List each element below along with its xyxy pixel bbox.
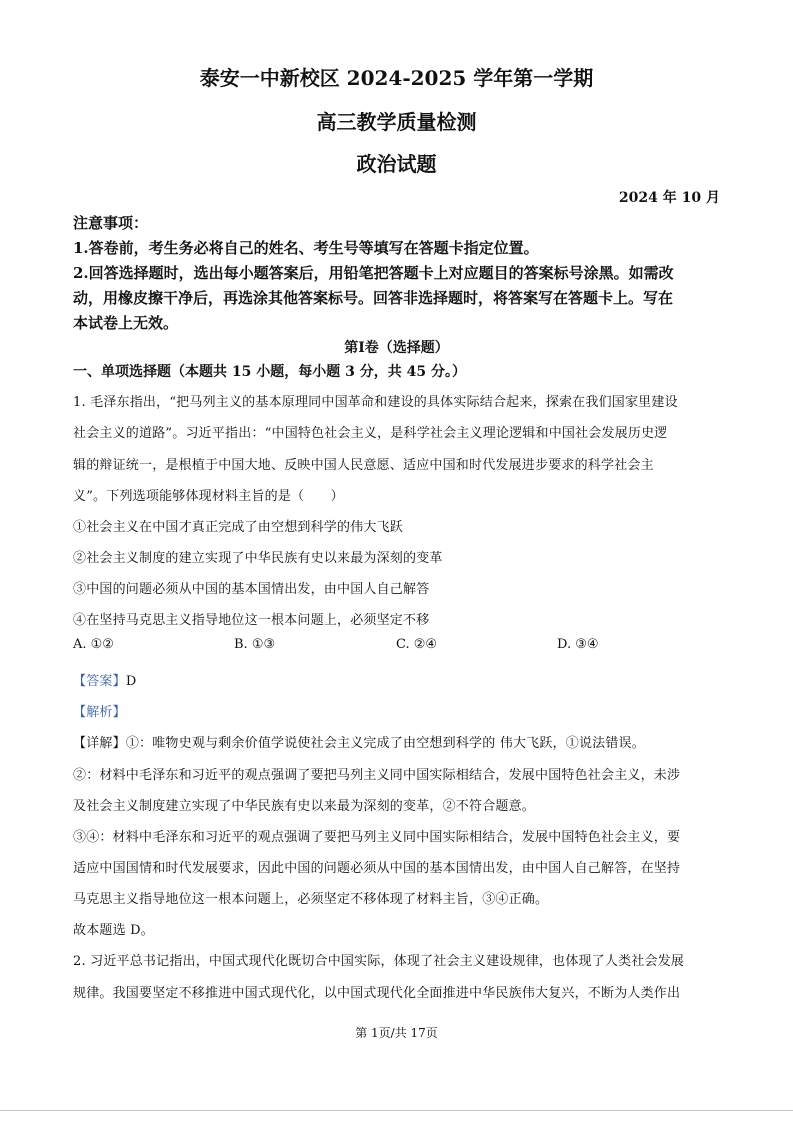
statement-1: ①社会主义在中国才真正完成了由空想到科学的伟大飞跃	[73, 520, 404, 535]
option-c: C. ②④	[396, 637, 438, 652]
statement-4: ④在坚持马克思主义指导地位这一根本问题上，必须坚定不移	[73, 613, 430, 628]
question-text-line: 2. 习近平总书记指出，中国式现代化既切合中国实际，体现了社会主义建设规律，也体现了人类社会发展	[73, 954, 685, 969]
detail-line: 故本题选 D。	[73, 923, 154, 938]
page-number: 第 1页/共 17页	[355, 1026, 438, 1040]
statement-2: ②社会主义制度的建立实现了中华民族有史以来最为深刻的变革	[73, 551, 443, 566]
detail-line: 适应中国国情和时代发展要求，因此中国的问题必须从中国的基本国情出发，由中国人自己解答，在坚持	[73, 861, 681, 876]
notice-line: 动，用橡皮擦干净后，再选涂其他答案标号。回答非选择题时，将答案写在答题卡上。写在	[73, 289, 674, 307]
detail-line: 马克思主义指导地位这一根本问题上，必须坚定不移体现了材料主旨，③④正确。	[73, 892, 549, 907]
answer-row	[73, 670, 136, 689]
question-text-line: 规律。我国要坚定不移推进中国式现代化，以中国式现代化全面推进中华民族伟大复兴，不断为人类作出	[73, 986, 681, 1001]
page-bottom-divider	[0, 1110, 793, 1111]
exam-subject: 政治试题	[356, 152, 437, 176]
question-text-line: 1. 毛泽东指出，“把马列主义的基本原理同中国革命和建设的具体实际结合起来，探索在我们国家里建设	[73, 395, 678, 410]
option-a: A. ①②	[73, 637, 114, 652]
answer-value: D	[125, 674, 137, 689]
detail-line: ③④：材料中毛泽东和习近平的观点强调了要把马列主义同中国实际相结合，发展中国特色社会主义，要	[73, 830, 681, 845]
notice-line: 2.回答选择题时，选出每小题答案后，用铅笔把答题卡上对应题目的答案标号涂黑。如需改	[73, 264, 674, 282]
answer-label: 【答案】	[73, 674, 126, 689]
notice-heading: 注意事项：	[73, 214, 149, 232]
detail-line: ①：唯物史观与剩余价值学说使社会主义完成了由空想到科学的 伟大飞跃，①说法错误。	[125, 736, 645, 751]
section-heading: 一、单项选择题（本题共 15 小题，每小题 3 分，共 45 分。）	[73, 364, 466, 380]
statement-3: ③中国的问题必须从中国的基本国情出发，由中国人自己解答	[73, 582, 430, 597]
detail-label: 【详解】	[73, 736, 126, 751]
notice-line: 本试卷上无效。	[73, 314, 179, 332]
option-d: D. ③④	[557, 637, 599, 652]
exam-subtitle: 高三教学质量检测	[316, 110, 477, 134]
analysis-label: 【解析】	[73, 705, 126, 720]
question-text-line: 社会主义的道路”。习近平指出：“中国特色社会主义，是科学社会主义理论逻辑和中国社会发展历史逻	[73, 426, 668, 441]
notice-line: 1.答卷前，考生务必将自己的姓名、考生号等填写在答题卡指定位置。	[73, 239, 539, 257]
question-text-line: 辑的辩证统一，是根植于中国大地、反映中国人民意愿、适应中国和时代发展进步要求的科学社会主	[73, 458, 654, 473]
option-b: B. ①③	[234, 637, 276, 652]
detail-line: 及社会主义制度建立实现了中华民族有史以来最为深刻的变革，②不符合题意。	[73, 799, 536, 814]
exam-title: 泰安一中新校区 2024-2025 学年第一学期	[199, 66, 594, 90]
section-title: 第Ⅰ卷（选择题）	[344, 340, 449, 356]
question-text-line: 义”。下列选项能够体现材料主旨的是（ ）	[73, 489, 344, 504]
exam-date: 2024 年 10 月	[618, 190, 720, 206]
detail-line: ②：材料中毛泽东和习近平的观点强调了要把马列主义同中国实际相结合，发展中国特色社会主义，未涉	[73, 768, 681, 783]
detail-row	[73, 732, 645, 751]
